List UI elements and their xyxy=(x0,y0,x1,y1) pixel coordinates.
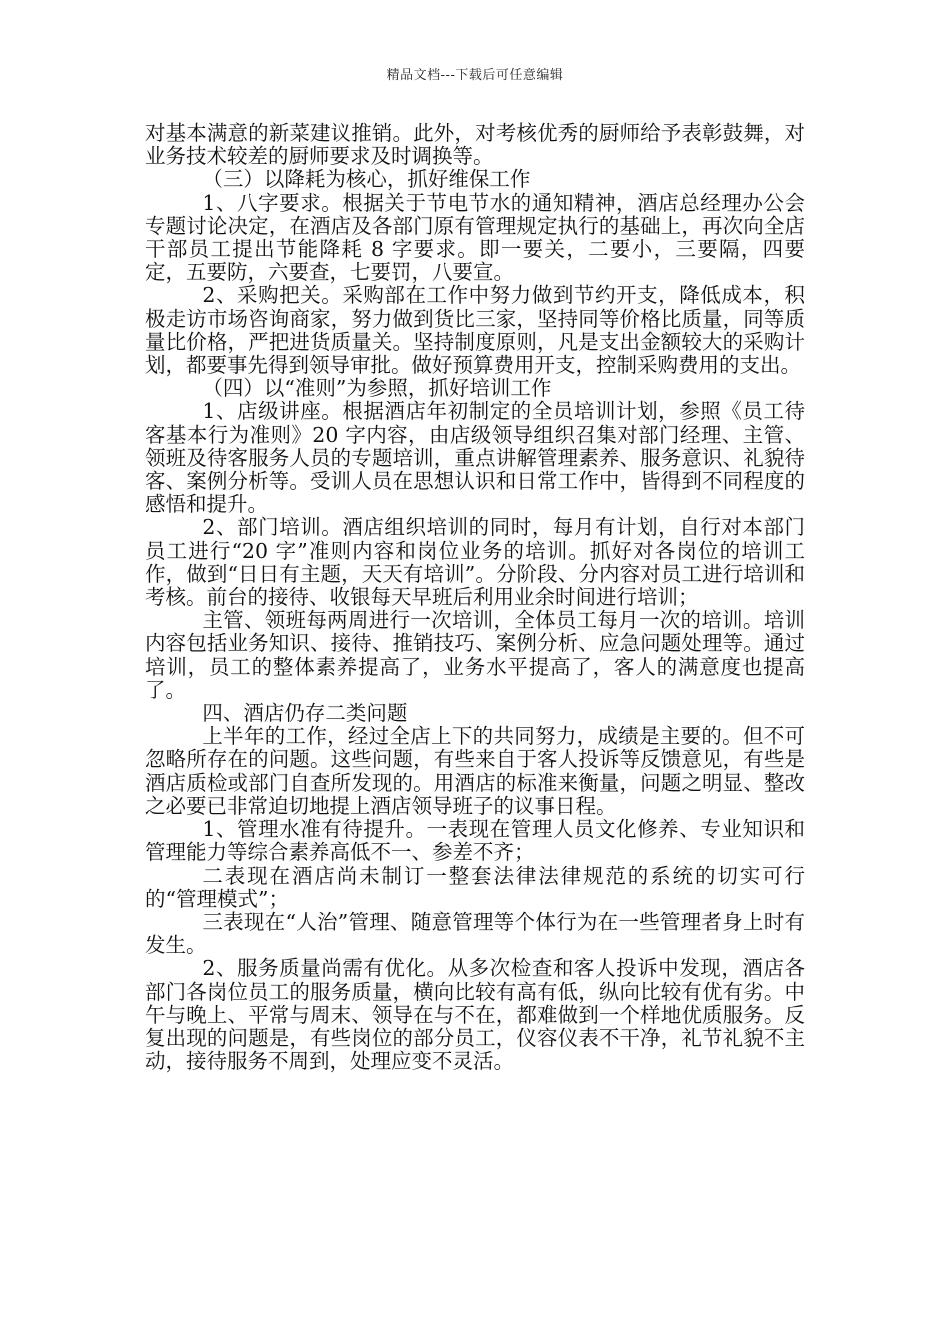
paragraph-1: 对基本满意的新菜建议推销。此外，对考核优秀的厨师给予表彰鼓舞，对业务技术较差的厨师要求及时调换等。 xyxy=(145,121,805,169)
section-heading-problems: 四、酒店仍存二类问题 xyxy=(202,701,408,726)
paragraph-procurement: 2、采购把关。采购部在工作中努力做到节约开支，降低成本，积极走访市场咨询商家，努力做到货比三家，坚持同等价格比质量，同等质量比价格，严把进货质量关。坚持制度原则，凡是支出金额较大的采购计划，都要事先得到领导审批。做好预算费用开支，控制采购费用的支出。 xyxy=(145,283,805,378)
paragraph-half-year-summary: 上半年的工作，经过全店上下的共同努力，成绩是主要的。但不可忽略所存在的问题。这些问题，有些来自于客人投诉等反馈意见，有些是酒店质检或部门自查所发现的。用酒店的标准来衡量，问题之明显、整改之必要已非常迫切地提上酒店领导班子的议事日程。 xyxy=(145,724,805,818)
paragraph-department-training: 2、部门培训。酒店组织培训的同时，每月有计划，自行对本部门员工进行“20 字”准则内容和岗位业务的培训。抓好对各岗位的培训工作，做到“日日有主题，天天有培训”。分阶段、分内容对员工进行培训和考核。前台的接待、收银每天早班后利用业余时间进行培训； xyxy=(145,515,805,610)
paragraph-management-level: 1、管理水准有待提升。一表现在管理人员文化修养、专业知识和管理能力等综合素养高低不一、参差不齐； xyxy=(145,817,805,865)
section-heading-4: （四）以“准则”为参照，抓好培训工作 xyxy=(202,376,552,401)
page-header: 精品文档---下载后可任意编辑 xyxy=(386,68,564,83)
paragraph-eight-character-requirement: 1、八字要求。根据关于节电节水的通知精神，酒店总经理办公会专题讨论决定，在酒店及各部门原有管理规定执行的基础上，再次向全店干部员工提出节能降耗 8 字要求。即一要关，二要小，三要隔，四要定，五要防，六要查，七要罚，八要宣。 xyxy=(145,190,805,285)
paragraph-store-lectures: 1、店级讲座。根据酒店年初制定的全员培训计划，参照《员工待客基本行为准则》20 字内容，由店级领导组织召集对部门经理、主管、领班及待客服务人员的专题培训，重点讲解管理素养、服务意识、礼貌待客、案例分析等。受训人员在思想认识和日常工作中，皆得到不同程度的感悟和提升。 xyxy=(145,399,805,517)
paragraph-management-model: 二表现在酒店尚未制订一整套法律法律规范的系统的切实可行的“管理模式”； xyxy=(145,863,805,911)
paragraph-service-quality: 2、服务质量尚需有优化。从多次检查和客人投诉中发现，酒店各部门各岗位员工的服务质量，横向比较有高有低，纵向比较有优有劣。中午与晚上、平常与周末、领导在与不在，都难做到一个样地优质服务。反复出现的问题是，有些岗位的部分员工，仪容仪表不干净，礼节礼貌不主动，接待服务不周到，处理应变不灵活。 xyxy=(145,956,805,1074)
paragraph-rule-by-person: 三表现在“人治”管理、随意管理等个体行为在一些管理者身上时有发生。 xyxy=(145,909,805,958)
document-body xyxy=(145,122,805,1073)
paragraph-supervisor-training: 主管、领班每两周进行一次培训，全体员工每月一次的培训。培训内容包括业务知识、接待、推销技巧、案例分析、应急问题处理等。通过培训，员工的整体素养提高了，业务水平提高了，客人的满意度也提高了。 xyxy=(145,608,805,702)
section-heading-3: （三）以降耗为核心，抓好维保工作 xyxy=(202,167,531,192)
